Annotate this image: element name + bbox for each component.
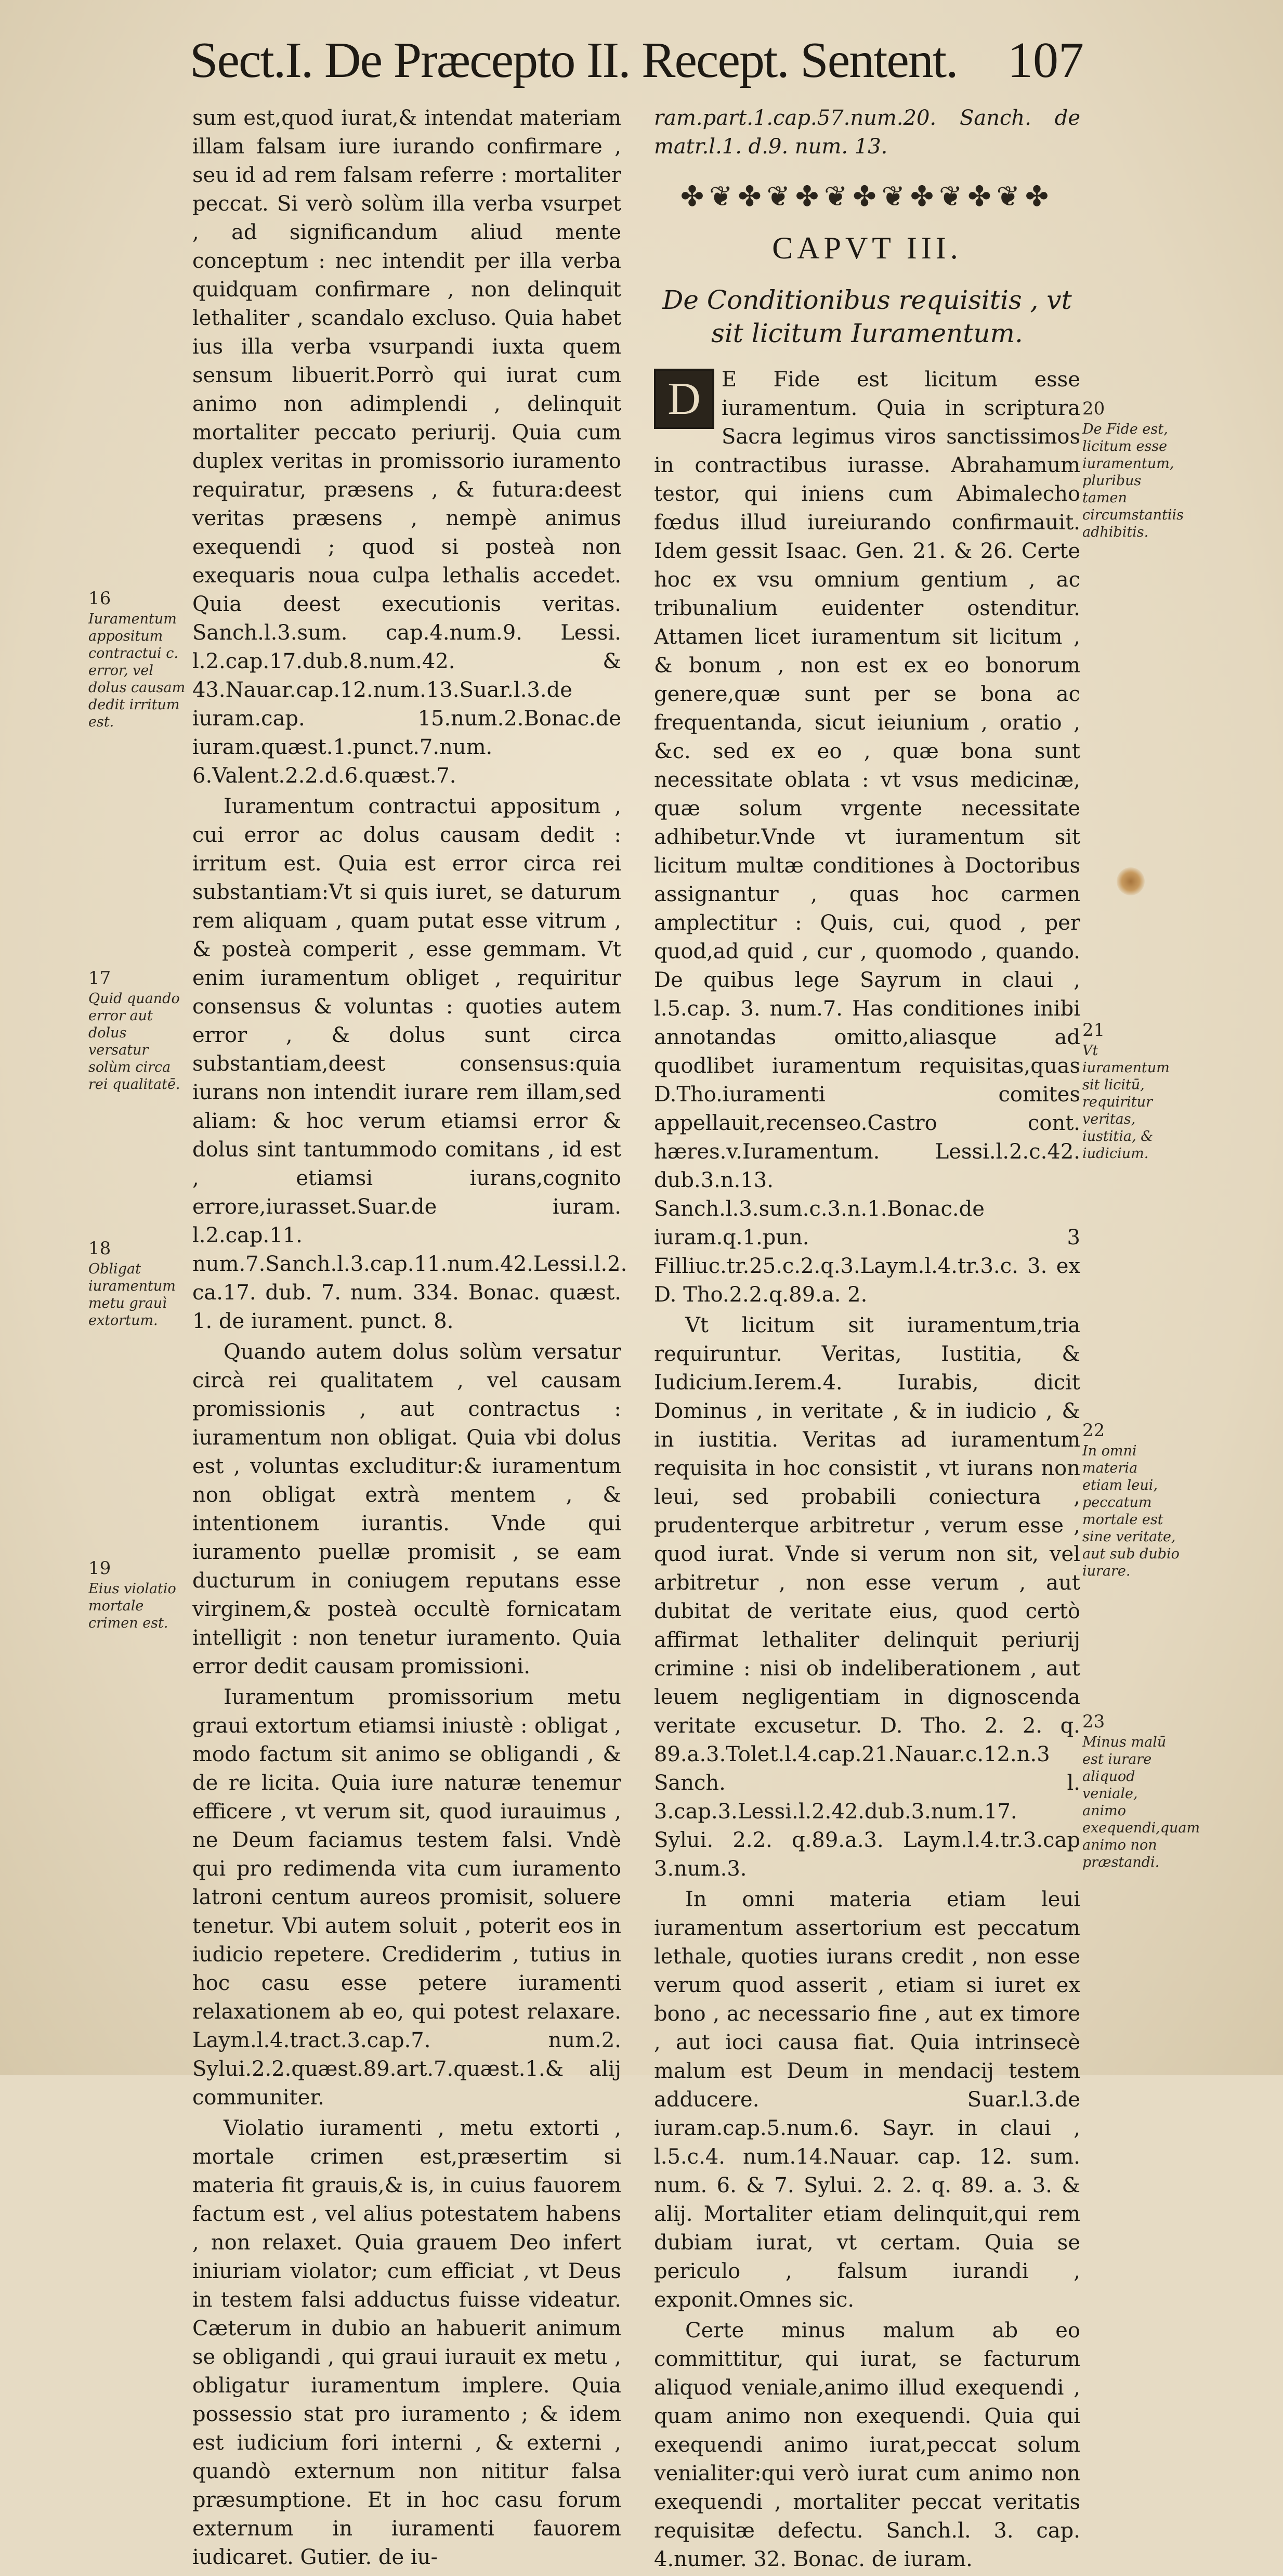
right-column [654, 104, 1080, 2576]
dropcap: D [654, 369, 714, 429]
margin-note [1082, 1422, 1181, 1580]
margin-note-text: Obligat iuramentum metu grauì extortum. [88, 1261, 176, 1329]
margin-note [88, 970, 187, 1093]
margin-note-text: Iuramentum appositum contractui c. error, vel dolus causam dedit irritum est. [88, 611, 186, 730]
margin-note [1082, 1711, 1200, 1871]
margin-note-number: 18 [88, 1238, 111, 1259]
ornament-band: ✤❦✤❦✤❦✤❦✤❦✤❦✤ [680, 182, 1054, 213]
margin-note [1082, 1022, 1181, 1162]
chapter-subtitle: De Conditionibus requisitis , vt sit licitum Iuramentum. [662, 285, 1072, 348]
paragraph [654, 366, 1080, 1309]
page-title: Sect.I. De Præcepto II. Recept. Sentent. [190, 32, 958, 88]
paragraph-text: E Fide est licitum esse iuramentum. Quia in scriptura Sacra legimus viros sanctissimos in contractibus iurasse. Abrahamum testor, qui iniens cum Abimalecho fœdus illud iureiurando confirmauit. Idem gessit Isaac. Gen. 21. & 26. Certe hoc ex vsu omnium gentium , ac tribunalium euidenter ostenditur. Attamen licet iuramentum sit licitum , & bonum , non est ex eo bonorum genere,quæ sunt per se bona ac frequentanda, sicut ieiunium , oratio , &c. sed ex eo , quæ bona sunt necessitate oblata : vt vsus medicinæ, quæ solum vrgente necessitate adhibetur.Vnde vt iuramentum sit licitum multæ conditiones à Doctoribus assignantur , quas hoc carmen amplectitur : Quis, cui, quod , per quod,ad quid , cur , quomodo , quando. De quibus lege Sayrum in claui , l.5.cap. 3. num.7. Has conditiones inibi annotandas omitto,aliasque ad quodlibet iuramentum requisitas,quas D.Tho.iuramenti comites appellauit,recenseo.Castro cont. hæres.v.Iuramentum. Lessi.l.2.c.42. dub.3.n.13. Sanch.l.3.sum.c.3.n.1.Bonac.de iuram.q.1.pun. 3 Filliuc.tr.25.c.2.q.3.Laym.l.4.tr.3.c. 3. ex D. Tho.2.2.q.89.a. 2. [654, 368, 1080, 1307]
paragraph: Violatio iuramenti , metu extorti , mortale crimen est,præsertim si materia fit grauis,& is, in cuius fauorem factum est , vel alius potestatem habens , non relaxet. Quia grauem Deo infert iniuriam violator; cum efficiat , vt Deus in testem falsi adductus fuisse videatur. Cæterum in dubio an habuerit animum se obligandi , qui graui iurauit ex metu , obligatur iuramentum implere. Quia possessio stat pro iuramento ; & idem est iudicium fori interni , & externi , quandò externum non nititur falsa præsumptione. Et in hoc casu forum externum in iuramenti fauorem iudicaret. Gutier. de iu- [192, 2116, 621, 2569]
margin-note-number: 19 [88, 1558, 111, 1579]
margin-note [1082, 398, 1184, 541]
margin-note-text: Quid quando error aut dolus versatur solùm circa rei qualitatē. [88, 991, 180, 1092]
paragraph: Vt licitum sit iuramentum,tria requiruntur. Veritas, Iustitia, & Iudicium.Ierem.4. Iurabis, dicit Dominus , in veritate , & in iudicio , & in iustitia. Veritas ad iuramentum requisita in hoc consistit , vt iurans non leui, sed probabili coniectura , prudenterque arbitretur , verum esse , quod iurat. Vnde si verum non sit, vel arbitretur , non esse verum , aut dubitat de veritate eius, quod certò affirmat lethaliter delinquit periurij crimine : nisi ob indeliberationem , aut leuem negligentiam in dignoscenda veritate excusetur. D. Tho. 2. 2. q. 89.a.3.Tolet.l.4.cap.21.Nauar.c.12.n.3 Sanch. l. 3.cap.3.Lessi.l.2.42.dub.3.num.17. Sylui. 2.2. q.89.a.3. Laym.l.4.tr.3.cap 3.num.3. [654, 1313, 1080, 1881]
margin-note-text: In omni materia etiam leui, peccatum mortale est sine veritate, aut sub dubio iurare. [1082, 1443, 1180, 1579]
margin-note-number: 16 [88, 588, 111, 609]
margin-note-text: Minus malū est iurare aliquod veniale, animo exequendi,quam animo non præstandi. [1082, 1734, 1200, 1870]
margin-note-text: Vt iuramentum sit licitū, requiritur veritas, iustitia, & iudicium. [1082, 1043, 1170, 1162]
margin-note-number: 21 [1082, 1020, 1105, 1040]
margin-note [88, 590, 187, 731]
margin-note-text: De Fide est, licitum esse iuramentum, pluribus tamen circumstantiis adhibitis. [1082, 421, 1184, 540]
margin-note-number: 17 [88, 968, 111, 988]
margin-note-text: Eius violatio mortale crimen est. [88, 1581, 176, 1631]
margin-note-number: 22 [1082, 1420, 1105, 1441]
left-column [192, 104, 627, 2574]
margin-note [88, 1240, 187, 1329]
page-number: 107 [1007, 32, 1084, 88]
paragraph: Iuramentum promissorium metu graui extortum etiamsi iniustè : obligat , modo factum sit animo se obligandi , & de re licita. Quia iure naturæ tenemur efficere , vt verum sit, quod iurauimus , ne Deum faciamus testem falsi. Vndè qui pro redimenda vita cum iuramento latroni centum aureos promisit, soluere tenetur. Vbi autem soluit , poterit eos in iudicio repetere. Crediderim , tutius in hoc casu esse petere iuramenti relaxationem ab eo, qui potest relaxare. Laym.l.4.tract.3.cap.7. num.2. Sylui.2.2.quæst.89.art.7.quæst.1.& alij communiter. [192, 1685, 621, 2110]
paragraph: Quando autem dolus solùm versatur circà rei qualitatem , vel causam promissionis , aut contractus : iuramentum non obligat. Quia vbi dolus est , voluntas excluditur:& iuramentum non obligat extrà mentem , & intentionem iurantis. Vnde qui iuramento puellæ promisit , se eam ducturum in coniugem reputans esse virginem,& posteà occultè fornicatam intelligit : non tenetur iuramento. Quia error dedit causam promissioni. [192, 1340, 621, 1679]
paper-stain [1117, 867, 1145, 895]
margin-note-number: 20 [1082, 398, 1105, 419]
chapter-title: CAPVT III. [772, 231, 962, 265]
paragraph: In omni materia etiam leui iuramentum assertorium est peccatum lethale, quoties iurans credit , non esse verum quod asserit , etiam si iuret ex bono , ac necessario fine , aut ex timore , aut ioci causa fiat. Quia intrinsecè malum est Deum in mendacij testem adducere. Suar.l.3.de iuram.cap.5.num.6. Sayr. in claui , l.5.c.4. num.14.Nauar. cap. 12. sum. num. 6. & 7. Sylui. 2. 2. q. 89. a. 3. & alij. Mortaliter etiam delinquit,qui rem dubiam iurat, vt certam. Quia se periculo , falsum iurandi , exponit.Omnes sic. [654, 1888, 1080, 2312]
paragraph: Certe minus malum ab eo committitur, qui iurat, se facturum aliquod veniale,animo illud exequendi , quam animo non exequendi. Quia qui exequendi animo iurat,peccat solum venialiter:qui verò iurat cum animo non exequendi , mortaliter peccat veritatis requisitæ defectu. Sanch.l. 3. cap. 4.numer. 32. Bonac. de iuram. [654, 2319, 1080, 2571]
running-head [190, 31, 1084, 109]
margin-note [88, 1560, 187, 1632]
continued-citation: ram.part.1.cap.57.num.20. Sanch. de matr.l.1. d.9. num. 13. [654, 106, 1080, 159]
paragraph: sum est,quod iurat,& intendat materiam illam falsam iure iurando confirmare , seu id ad rem falsam referre : mortaliter peccat. Si verò solùm illa verba vsurpet , ad significandum aliud mente conceptum : nec intendit per illa verba quidquam confirmare , non delinquit lethaliter , scandalo excluso. Quia habet ius illa verba vsurpandi iuxta quem sensum libuerit.Porrò qui iurat cum animo non adimplendi , delinquit mortaliter peccato periurij. Quia cum duplex veritas in promissorio iuramento requiratur, præsens , & futura:deest veritas præsens , nempè animus exequendi ; quod si posteà non exequaris noua culpa lethalis accedet. Quia deest executionis veritas. Sanch.l.3.sum. cap.4.num.9. Lessi. l.2.cap.17.dub.8.num.42. & 43.Nauar.cap.12.num.13.Suar.l.3.de iuram.cap. 15.num.2.Bonac.de iuram.quæst.1.punct.7.num. 6.Valent.2.2.d.6.quæst.7. [192, 106, 621, 788]
paragraph: Iuramentum contractui appositum , cui error ac dolus causam dedit : irritum est. Quia est error circa rei substantiam:Vt si quis iuret, se daturum rem aliquam , quam putat esse vitrum , & posteà comperit , esse gemmam. Vt enim iuramentum obliget , requiritur consensus & voluntas : quoties autem error , & dolus sunt circa substantiam,deest consensus:quia iurans non intendit iurare rem illam,sed aliam: & hoc verum etiamsi error & dolus sint tantummodo comitans , id est , etiamsi iurans,cognito errore,iurasset.Suar.de iuram. l.2.cap.11. num.7.Sanch.l.3.cap.11.num.42.Lessi.l.2. ca.17. dub. 7. num. 334. Bonac. quæst. 1. de iurament. punct. 8. [192, 795, 627, 1333]
margin-note-number: 23 [1082, 1711, 1105, 1732]
